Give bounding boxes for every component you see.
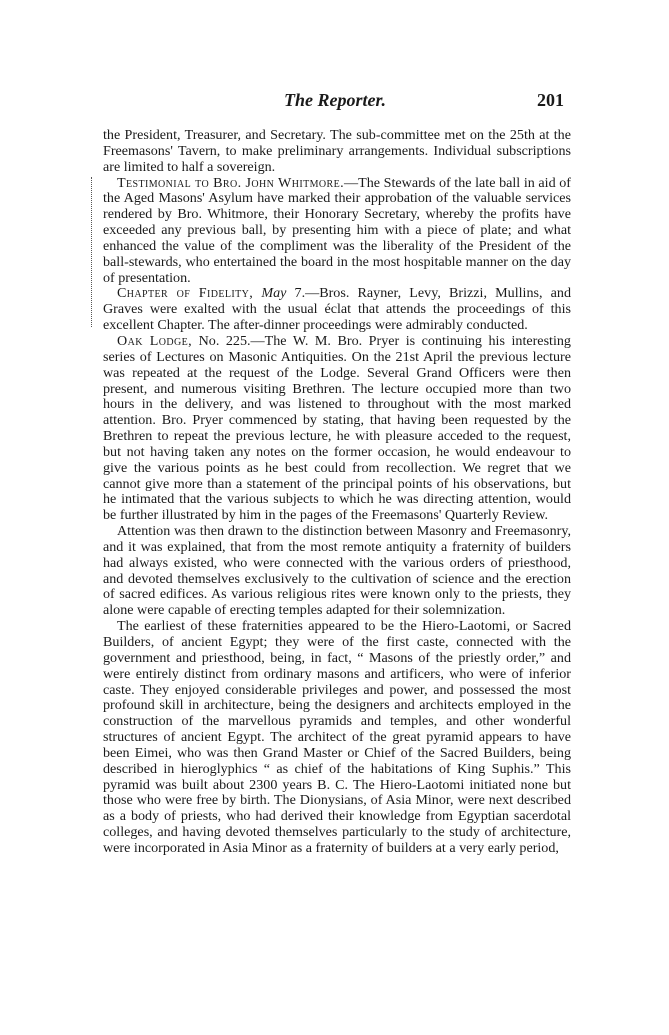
paragraph-text: 7.—Bros. Rayner, Levy, Brizzi, Mullins, and Graves were exalted with the usual éclat that attends the proceedings of this excellent Chapter. The after-dinner proceedings were admirably conducted. <box>103 285 571 334</box>
paragraph-text: Attention was then drawn to the distinction between Masonry and Freemasonry, and it was explained, that from the most remote antiquity a fraternity of builders had always existed, who were connected with the various orders of priesthood, and devoted themselves exclusively to the cultivation of science and the erection of sacred edifices. As various religious rites were known only to the priests, they alone were capable of erecting temples adapted for their solemnization. <box>103 523 571 619</box>
margin-bracket-mark <box>91 177 96 327</box>
paragraph-continuation <box>103 128 571 176</box>
page-header <box>100 90 570 112</box>
page-number: 201 <box>537 90 564 110</box>
paragraph-text: The earliest of these fraternities appeared to be the Hiero-Laotomi, or Sacred Builders, of ancient Egypt; they were of the first caste, connected with the government and priesthood, being, in fact, “ Masons of the priestly order,” and were entirely distinct from ordinary masons and artificers, who were of inferior caste. They enjoyed considerable privileges and power, and possessed the most profound skill in architecture, being the designers and architects employed in the construction of the marvellous pyramids and temples, and other wonderful structures of ancient Egypt. The architect of the great pyramid appears to have been Eimei, who was then Grand Master or Chief of the Sacred Builders, being described in hieroglyphics “ as chief of the habitations of King Suphis.” This pyramid was built about 2300 years B. C. The Hiero-Laotomi initiated none but those who were free by birth. The Dionysians, of Asia Minor, were next described as a body of priests, who had derived their knowledge from Egyptian sacerdotal colleges, and having devoted themselves particularly to the study of architecture, were incorporated in Asia Minor as a fraternity of builders at a very early period, <box>103 618 571 856</box>
paragraph-heading: Testimonial to Bro. John Whitmore. <box>117 174 345 191</box>
paragraph-date: May <box>261 285 287 302</box>
paragraph-testimonial <box>103 176 571 287</box>
article-body <box>103 128 571 857</box>
paragraph-chapter-of-fidelity <box>103 286 571 334</box>
paragraph-text: the President, Treasurer, and Secretary. The sub-committee met on the 25th at the Freemasons' Tavern, to make preliminary arrangements. Individual subscriptions are limited to half a sovereign. <box>103 127 571 175</box>
paragraph-heading: Chapter of Fidelity, <box>117 285 254 302</box>
paragraph-hiero-laotomi <box>103 619 571 857</box>
paragraph-text: No. 225.—The W. M. Bro. Pryer is continuing his interesting series of Lectures on Masonic Antiquities. On the 21st April the previous lecture was repeated at the request of the Lodge. Several Grand Officers were then present, and numerous visiting Brethren. The lecture occupied more than two hours in the delivery, and was listened to throughout with the most marked attention. Bro. Pryer commenced by stating, that having been requested by the Brethren to repeat the previous lecture, he with pleasure acceded to the request, but not having taken any notes on the former occasion, he would endeavour to give the various points as he best could from recollection. We regret that we cannot give more than a statement of the principal points of his observations, but he intimated that the various subjects to which he was directing attention, would be further illustrated by him in the pages of the Freemasons' Quarterly Review. <box>103 332 571 524</box>
paragraph-masonry-distinction <box>103 524 571 619</box>
paragraph-oak-lodge <box>103 334 571 524</box>
paragraph-text: —The Stewards of the late ball in aid of the Aged Masons' Asylum have marked their approbation of the valuable services rendered by Bro. Whitmore, their Honorary Secretary, whereby the profits have exceeded any previous ball, by presenting him with a piece of plate; and what enhanced the value of the compliment was the liberality of the President of the ball-stewards, who entertained the board in the most hospitable manner on the day of presentation. <box>103 174 571 286</box>
running-title: The Reporter. <box>284 90 386 110</box>
paragraph-heading: Oak Lodge, <box>117 332 193 349</box>
